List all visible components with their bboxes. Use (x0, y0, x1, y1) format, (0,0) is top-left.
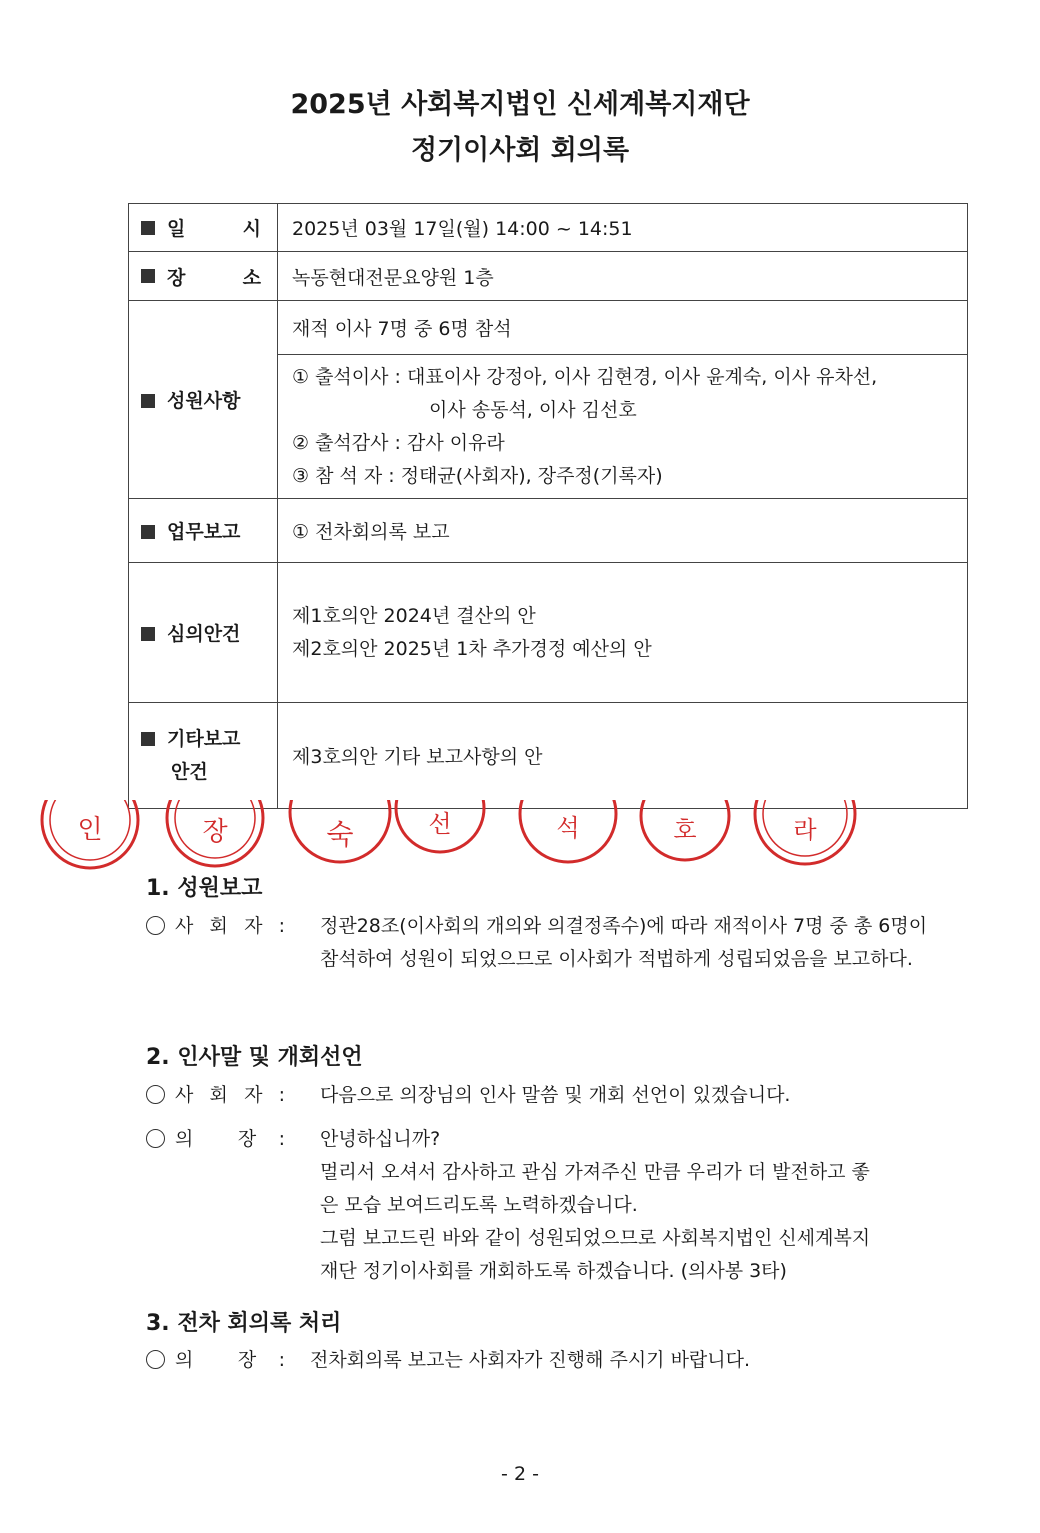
square-bullet-icon (141, 394, 155, 408)
svg-text:라: 라 (793, 816, 817, 844)
meeting-info-table (128, 203, 968, 809)
speaker-label: 사 회 자 : (146, 1079, 285, 1112)
svg-text:장: 장 (202, 817, 228, 847)
svg-text:석: 석 (556, 814, 580, 842)
document-subtitle: 정기이사회 회의록 (410, 135, 630, 166)
seal-stamp (520, 800, 616, 862)
attending-directors: ① 출석이사 : 대표이사 강정아, 이사 김현경, 이사 윤계숙, 이사 유차선, (292, 365, 878, 388)
svg-text:인: 인 (77, 815, 103, 845)
circle-bullet-icon (146, 1350, 165, 1369)
quorum-label: 성원사항 (167, 390, 241, 412)
agenda-item: 제2호의안 2025년 1차 추가경정 예산의 안 (292, 637, 652, 660)
attending-directors-cont: 이사 송동석, 이사 김선호 (429, 398, 637, 421)
seal-stamp (755, 800, 855, 864)
circle-bullet-icon (146, 1129, 165, 1148)
report-value: ① 전차회의록 보고 (278, 499, 968, 563)
section-2-mc-text: 다음으로 의장님의 인사 말씀 및 개회 선언이 있겠습니다. (320, 1084, 791, 1106)
seal-stamp (396, 800, 484, 852)
speaker-label: 의 장 : (146, 1344, 285, 1377)
seal-stamp (167, 800, 263, 866)
agenda-item: 제1호의안 2024년 결산의 안 (292, 604, 536, 627)
row-quorum-summary (129, 301, 968, 355)
section-1-body: 정관28조(이사회의 개의와 의결정족수)에 따라 재적이사 7명 중 총 6명이 참석하여 성원이 되었으므로 이사회가 적법하게 성립되었음을 보고하다. (320, 915, 928, 970)
circle-bullet-icon (146, 1085, 165, 1104)
square-bullet-icon (141, 221, 155, 235)
speaker-label: 사 회 자 : (146, 910, 285, 943)
date-value: 2025년 03월 17일(월) 14:00 ~ 14:51 (278, 204, 968, 252)
attending-auditor: ② 출석감사 : 감사 이유라 (292, 431, 505, 454)
svg-text:호: 호 (673, 816, 697, 844)
row-agenda: 심의안건 제1호의안 2024년 결산의 안 제2호의안 2025년 1차 추가경정 예산의 안 (129, 563, 968, 703)
seal-stamps (0, 800, 1040, 875)
seal-stamp (641, 800, 729, 860)
row-date: 일 시 2025년 03월 17일(월) 14:00 ~ 14:51 (129, 204, 968, 252)
section-1-title: 1. 성원보고 (146, 876, 263, 901)
svg-text:선: 선 (428, 810, 452, 838)
page-number: - 2 - (501, 1463, 539, 1485)
document-title: 2025년 사회복지법인 신세계복지재단 (290, 89, 750, 120)
seal-stamp (290, 800, 390, 862)
circle-bullet-icon (146, 916, 165, 935)
other-value: 제3호의안 기타 보고사항의 안 (278, 703, 968, 809)
square-bullet-icon (141, 732, 155, 746)
section-3-text: 전차회의록 보고는 사회자가 진행해 주시기 바랍니다. (310, 1349, 751, 1371)
section-2-chair-speech: 안녕하십니까? 멀리서 오셔서 감사하고 관심 가져주신 만큼 우리가 더 발전하고 좋 은 모습 보여드리도록 노력하겠습니다. 그럼 보고드린 바와 같이 성원되었으므로 사회복지법인 신세계복지 재단 정기이사회를 개회하도록 하겠습니다. (의사봉 3타) (320, 1128, 871, 1282)
row-place: 장 소 녹동현대전문요양원 1층 (129, 252, 968, 301)
place-value: 녹동현대전문요양원 1층 (278, 252, 968, 301)
square-bullet-icon (141, 627, 155, 641)
svg-text:숙: 숙 (326, 818, 354, 851)
speaker-label: 의 장 : (146, 1123, 285, 1156)
attendees: ③ 참 석 자 : 정태균(사회자), 장주정(기록자) (292, 464, 663, 487)
section-3-title: 3. 전차 회의록 처리 (146, 1311, 342, 1336)
seal-stamp (42, 800, 138, 868)
quorum-summary: 재적 이사 7명 중 6명 참석 (278, 301, 968, 355)
square-bullet-icon (141, 525, 155, 539)
section-2-title: 2. 인사말 및 개회선언 (146, 1045, 363, 1070)
row-other: 기타보고 안건 제3호의안 기타 보고사항의 안 (129, 703, 968, 809)
row-report: 업무보고 ① 전차회의록 보고 (129, 499, 968, 563)
square-bullet-icon (141, 269, 155, 283)
